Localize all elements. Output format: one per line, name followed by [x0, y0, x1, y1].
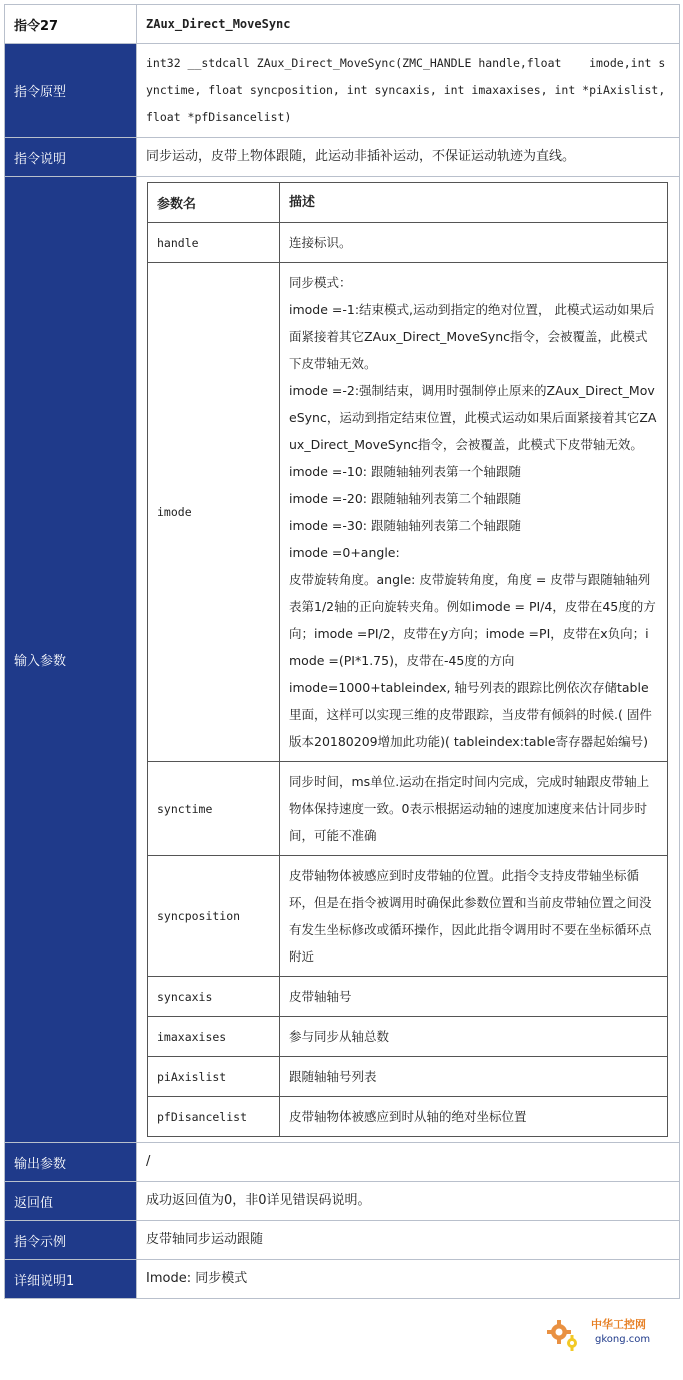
- document: [4, 4, 680, 1299]
- param-name: handle: [148, 223, 280, 263]
- param-name: synctime: [148, 762, 280, 856]
- watermark-title: 中华工控网: [591, 1318, 646, 1331]
- param-name: syncposition: [148, 856, 280, 977]
- returns-row: [5, 1182, 680, 1221]
- param-desc: 皮带轴轴号: [289, 989, 352, 1004]
- detail-text: Imode: 同步模式: [137, 1260, 680, 1299]
- param-desc: 皮带旋转角度。angle: 皮带旋转角度，角度 = 皮带与跟随轴轴列表第1/2轴的正向旋转夹角。例如imode = PI/4，皮带在45度的方向；imode =PI/2，皮带在y方向；imode =PI，皮带在x负向；imode =(PI*1.75)，皮带在-45度的方向: [289, 572, 656, 668]
- param-name: imode: [148, 263, 280, 762]
- param-col-desc: 描述: [280, 183, 668, 223]
- watermark: [541, 1312, 671, 1356]
- param-desc: 参与同步从轴总数: [289, 1029, 390, 1044]
- returns-text: 成功返回值为0，非0详见错误码说明。: [137, 1182, 680, 1221]
- command-name: ZAux_Direct_MoveSync: [137, 5, 680, 44]
- param-desc: 皮带轴物体被感应到时从轴的绝对坐标位置: [289, 1109, 527, 1124]
- param-desc: imode =-2:强制结束，调用时强制停止原来的ZAux_Direct_MoveSync，运动到指定结束位置，此模式运动如果后面紧接着其它ZAux_Direct_MoveSync指令，会被覆盖，此模式下皮带轴无效。: [289, 383, 657, 452]
- param-row: [148, 1097, 668, 1137]
- output-row: [5, 1143, 680, 1182]
- prototype-label: 指令原型: [5, 44, 137, 138]
- param-desc: 跟随轴轴号列表: [289, 1069, 377, 1084]
- prototype-row: [5, 44, 680, 138]
- header-row: [5, 5, 680, 44]
- input-row: [5, 177, 680, 1143]
- param-desc: 同步时间，ms单位.运动在指定时间内完成，完成时轴跟皮带轴上物体保持速度一致。0表示根据运动轴的速度加速度来估计同步时间，可能不准确: [289, 774, 650, 843]
- param-name: imaxaxises: [148, 1017, 280, 1057]
- param-name: syncaxis: [148, 977, 280, 1017]
- param-table: [147, 182, 668, 1137]
- param-name: piAxislist: [148, 1057, 280, 1097]
- param-desc: imode =-1:结束模式,运动到指定的绝对位置， 此模式运动如果后面紧接着其它ZAux_Direct_MoveSync指令，会被覆盖，此模式下皮带轴无效。: [289, 302, 655, 371]
- description-row: [5, 138, 680, 177]
- input-label: 输入参数: [5, 177, 137, 1143]
- param-desc: 皮带轴物体被感应到时皮带轴的位置。此指令支持皮带轴坐标循环，但是在指令被调用时确保此参数位置和当前皮带轴位置之间没有发生坐标修改或循环操作，因此此指令调用时不要在坐标循环点附近: [289, 868, 652, 964]
- description-label: 指令说明: [5, 138, 137, 177]
- output-label: 输出参数: [5, 1143, 137, 1182]
- param-header-row: [148, 183, 668, 223]
- example-label: 指令示例: [5, 1221, 137, 1260]
- param-name: pfDisancelist: [148, 1097, 280, 1137]
- api-table: [4, 4, 680, 1299]
- param-row: [148, 1057, 668, 1097]
- example-row: [5, 1221, 680, 1260]
- prototype-text: int32 __stdcall ZAux_Direct_MoveSync(ZMC_HANDLE handle,float imode,int synctime, float syncposition, int syncaxis, int imaxaxises, int *piAxislist, float *pfDisancelist): [146, 56, 673, 124]
- example-text: 皮带轴同步运动跟随: [137, 1221, 680, 1260]
- param-row: [148, 223, 668, 263]
- output-text: /: [137, 1143, 680, 1182]
- description-text: 同步运动，皮带上物体跟随，此运动非插补运动，不保证运动轨迹为直线。: [137, 138, 680, 177]
- param-desc: imode=1000+tableindex, 轴号列表的跟踪比例依次存储table里面，这样可以实现三维的皮带跟踪，当皮带有倾斜的时候.( 固件版本20180209增加此功能)( tableindex:table寄存器起始编号): [289, 680, 652, 749]
- param-row: [148, 1017, 668, 1057]
- detail-row: [5, 1260, 680, 1299]
- param-desc: imode =-30: 跟随轴轴列表第二个轴跟随: [289, 518, 521, 533]
- param-row: [148, 856, 668, 977]
- param-row: [148, 263, 668, 762]
- param-desc: imode =-20: 跟随轴轴列表第二个轴跟随: [289, 491, 521, 506]
- watermark-site: gkong.com: [595, 1334, 651, 1345]
- detail-label: 详细说明1: [5, 1260, 137, 1299]
- param-desc: 连接标识。: [289, 235, 352, 250]
- param-desc: imode =-10: 跟随轴轴列表第一个轴跟随: [289, 464, 521, 479]
- param-row: [148, 762, 668, 856]
- command-number: 指令27: [5, 5, 137, 44]
- param-desc: imode =0+angle:: [289, 545, 400, 560]
- gear-icon: [545, 1316, 581, 1352]
- param-col-name: 参数名: [148, 183, 280, 223]
- param-desc: 同步模式：: [289, 275, 352, 290]
- param-row: [148, 977, 668, 1017]
- returns-label: 返回值: [5, 1182, 137, 1221]
